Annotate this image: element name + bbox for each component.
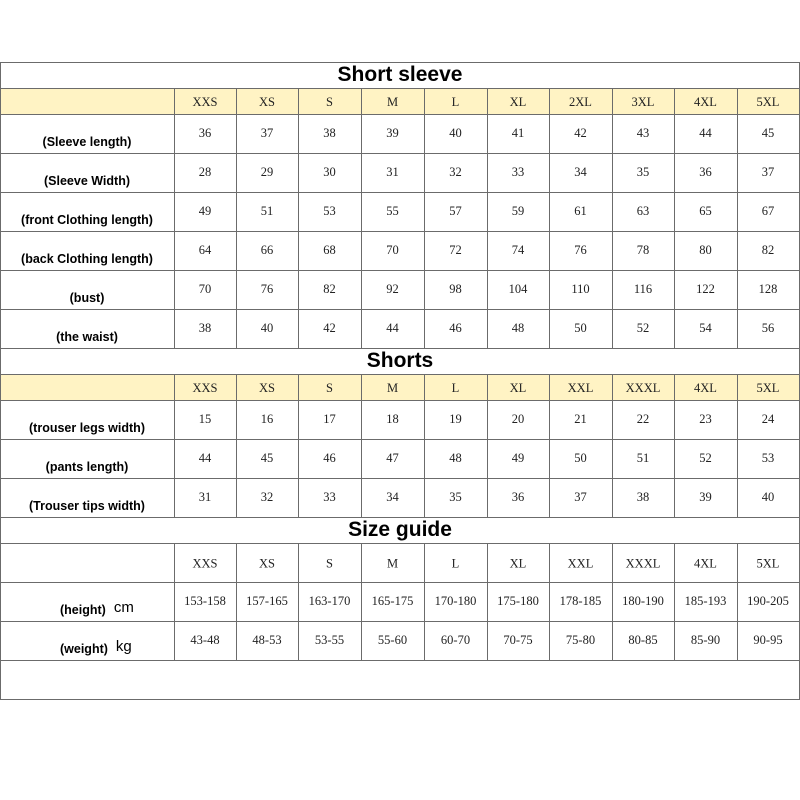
table-cell: 38 bbox=[323, 126, 336, 140]
size-header-cell: XS bbox=[259, 95, 275, 109]
table-cell: 76 bbox=[260, 282, 274, 296]
table-cell: 165-175 bbox=[371, 594, 414, 608]
table-cell: 70-75 bbox=[503, 633, 533, 647]
row-label: (weight) bbox=[60, 642, 108, 656]
size-header-cell: 4XL bbox=[694, 95, 717, 109]
size-header-cell: XS bbox=[259, 381, 275, 395]
size-header-cell: XXL bbox=[567, 381, 594, 395]
table-cell: 37 bbox=[761, 165, 775, 179]
table-cell: 56 bbox=[761, 321, 775, 335]
size-chart bbox=[0, 62, 800, 709]
table-cell: 40 bbox=[260, 321, 274, 335]
table-cell: 49 bbox=[511, 451, 525, 465]
table-cell: 67 bbox=[761, 204, 775, 218]
table-cell: 55 bbox=[386, 204, 399, 218]
table-cell: 122 bbox=[696, 282, 715, 296]
table-cell: 170-180 bbox=[434, 594, 477, 608]
table-cell: 178-185 bbox=[559, 594, 602, 608]
table-cell: 35 bbox=[636, 165, 650, 179]
table-cell: 28 bbox=[198, 165, 212, 179]
row-label: (Trouser tips width) bbox=[29, 499, 145, 513]
table-cell: 53-55 bbox=[314, 633, 345, 647]
unit-label: kg bbox=[115, 638, 132, 655]
table-cell: 45 bbox=[260, 451, 274, 465]
table-cell: 49 bbox=[198, 204, 212, 218]
row-label: (bust) bbox=[69, 291, 105, 305]
table-cell: 51 bbox=[636, 451, 650, 465]
table-cell: 20 bbox=[511, 412, 525, 426]
row-label: (front Clothing length) bbox=[21, 213, 153, 227]
row-label: (height) bbox=[60, 603, 106, 617]
row-label: (trouser legs width) bbox=[29, 421, 145, 435]
table-cell: 82 bbox=[761, 243, 775, 257]
table-cell: 50 bbox=[574, 451, 587, 465]
table-cell: 76 bbox=[574, 243, 587, 257]
size-header-cell: XXS bbox=[192, 95, 218, 109]
size-header-cell: S bbox=[326, 95, 333, 109]
table-cell: 36 bbox=[511, 490, 525, 504]
table-cell: 24 bbox=[761, 412, 775, 426]
size-header-band bbox=[0, 375, 800, 400]
table-cell: 48 bbox=[449, 451, 462, 465]
table-cell: 44 bbox=[198, 451, 212, 465]
size-header-cell: XXL bbox=[567, 556, 594, 571]
table-cell: 85-90 bbox=[690, 633, 721, 647]
table-cell: 48-53 bbox=[252, 633, 282, 647]
table-cell: 30 bbox=[323, 165, 336, 179]
row-label: (pants length) bbox=[45, 460, 129, 474]
size-header-cell: XXXL bbox=[625, 381, 661, 395]
size-header-cell: XXXL bbox=[625, 556, 661, 571]
table-cell: 45 bbox=[761, 126, 775, 140]
table-cell: 47 bbox=[386, 451, 399, 465]
table-cell: 43-48 bbox=[190, 633, 220, 647]
table-cell: 21 bbox=[574, 412, 587, 426]
table-cell: 52 bbox=[636, 321, 650, 335]
table-cell: 43 bbox=[636, 126, 650, 140]
size-header-cell: 4XL bbox=[694, 556, 717, 571]
table-cell: 163-170 bbox=[308, 594, 351, 608]
size-header-cell: 5XL bbox=[756, 381, 780, 395]
table-cell: 157-165 bbox=[246, 594, 288, 608]
table-cell: 98 bbox=[449, 282, 462, 296]
size-header-cell: L bbox=[451, 381, 460, 395]
table-cell: 61 bbox=[574, 204, 587, 218]
table-cell: 17 bbox=[323, 412, 336, 426]
table-cell: 31 bbox=[386, 165, 399, 179]
table-cell: 41 bbox=[511, 126, 525, 140]
table-cell: 70 bbox=[386, 243, 399, 257]
size-header-cell: XL bbox=[509, 381, 527, 395]
table-cell: 39 bbox=[699, 490, 712, 504]
table-cell: 51 bbox=[260, 204, 274, 218]
table-cell: 90-95 bbox=[753, 633, 783, 647]
unit-label: cm bbox=[113, 599, 134, 616]
table-cell: 35 bbox=[449, 490, 462, 504]
table-cell: 29 bbox=[260, 165, 274, 179]
section-title: Shorts bbox=[366, 349, 434, 372]
table-cell: 74 bbox=[511, 243, 525, 257]
table-cell: 180-190 bbox=[622, 594, 664, 608]
table-cell: 48 bbox=[511, 321, 525, 335]
table-cell: 55-60 bbox=[377, 633, 408, 647]
table-cell: 116 bbox=[633, 282, 653, 296]
size-header-cell: S bbox=[326, 556, 333, 571]
table-cell: 16 bbox=[260, 412, 274, 426]
size-header-cell: 4XL bbox=[694, 381, 717, 395]
table-cell: 50 bbox=[574, 321, 587, 335]
table-cell: 42 bbox=[323, 321, 336, 335]
table-cell: 37 bbox=[260, 126, 274, 140]
size-header-cell: M bbox=[386, 556, 399, 571]
table-cell: 75-80 bbox=[565, 633, 596, 647]
size-header-band bbox=[0, 89, 800, 114]
table-cell: 80-85 bbox=[628, 633, 658, 647]
row-label: (the waist) bbox=[56, 330, 118, 344]
table-cell: 92 bbox=[386, 282, 399, 296]
row-label: (Sleeve length) bbox=[42, 135, 132, 149]
size-header-cell: L bbox=[451, 95, 460, 109]
table-cell: 40 bbox=[761, 490, 775, 504]
table-cell: 78 bbox=[636, 243, 650, 257]
table-cell: 53 bbox=[761, 451, 775, 465]
table-cell: 18 bbox=[386, 412, 399, 426]
table-cell: 175-180 bbox=[497, 594, 539, 608]
size-header-cell: 5XL bbox=[756, 556, 780, 571]
table-cell: 46 bbox=[449, 321, 462, 335]
table-cell: 36 bbox=[699, 165, 712, 179]
table-cell: 19 bbox=[449, 412, 462, 426]
size-header-cell: XXS bbox=[192, 381, 218, 395]
size-header-cell: 5XL bbox=[756, 95, 780, 109]
section-title: Short sleeve bbox=[337, 63, 463, 86]
table-cell: 70 bbox=[198, 282, 212, 296]
table-cell: 22 bbox=[636, 412, 650, 426]
row-label: (back Clothing length) bbox=[21, 252, 153, 266]
size-header-cell: XL bbox=[509, 95, 527, 109]
size-header-cell: XL bbox=[509, 556, 527, 571]
size-header-cell: S bbox=[326, 381, 333, 395]
table-cell: 44 bbox=[699, 126, 712, 140]
table-cell: 23 bbox=[699, 412, 712, 426]
table-cell: 37 bbox=[574, 490, 587, 504]
table-cell: 44 bbox=[386, 321, 399, 335]
table-cell: 63 bbox=[636, 204, 650, 218]
size-header-cell: 3XL bbox=[631, 95, 655, 109]
table-cell: 33 bbox=[323, 490, 336, 504]
table-cell: 31 bbox=[198, 490, 212, 504]
table-cell: 32 bbox=[449, 165, 462, 179]
table-cell: 104 bbox=[508, 282, 528, 296]
table-cell: 46 bbox=[323, 451, 336, 465]
section-title: Size guide bbox=[348, 518, 452, 541]
size-header-cell: M bbox=[386, 381, 399, 395]
table-cell: 190-205 bbox=[747, 594, 789, 608]
size-header-cell: L bbox=[451, 556, 460, 571]
table-cell: 82 bbox=[323, 282, 336, 296]
table-cell: 68 bbox=[323, 243, 336, 257]
table-cell: 66 bbox=[260, 243, 274, 257]
table-cell: 54 bbox=[699, 321, 712, 335]
table-cell: 40 bbox=[449, 126, 462, 140]
table-cell: 59 bbox=[511, 204, 525, 218]
table-cell: 38 bbox=[636, 490, 650, 504]
table-cell: 34 bbox=[386, 490, 399, 504]
table-cell: 153-158 bbox=[184, 594, 226, 608]
table-cell: 38 bbox=[198, 321, 212, 335]
table-cell: 39 bbox=[386, 126, 399, 140]
table-cell: 32 bbox=[260, 490, 274, 504]
table-cell: 65 bbox=[699, 204, 712, 218]
size-header-cell: XS bbox=[259, 556, 275, 571]
table-cell: 110 bbox=[571, 282, 590, 296]
table-cell: 36 bbox=[198, 126, 212, 140]
table-cell: 33 bbox=[511, 165, 525, 179]
table-cell: 60-70 bbox=[440, 633, 471, 647]
table-cell: 53 bbox=[323, 204, 336, 218]
size-header-cell: M bbox=[386, 95, 399, 109]
table-cell: 42 bbox=[574, 126, 587, 140]
table-cell: 128 bbox=[758, 282, 778, 296]
table-cell: 57 bbox=[449, 204, 462, 218]
size-header-cell: XXS bbox=[192, 556, 218, 571]
table-cell: 34 bbox=[574, 165, 587, 179]
table-cell: 185-193 bbox=[684, 594, 727, 608]
table-cell: 72 bbox=[449, 243, 462, 257]
size-header-cell: 2XL bbox=[569, 95, 592, 109]
table-cell: 52 bbox=[699, 451, 712, 465]
table-cell: 80 bbox=[699, 243, 712, 257]
table-cell: 64 bbox=[198, 243, 212, 257]
row-label: (Sleeve Width) bbox=[43, 174, 131, 188]
table-cell: 15 bbox=[198, 412, 212, 426]
